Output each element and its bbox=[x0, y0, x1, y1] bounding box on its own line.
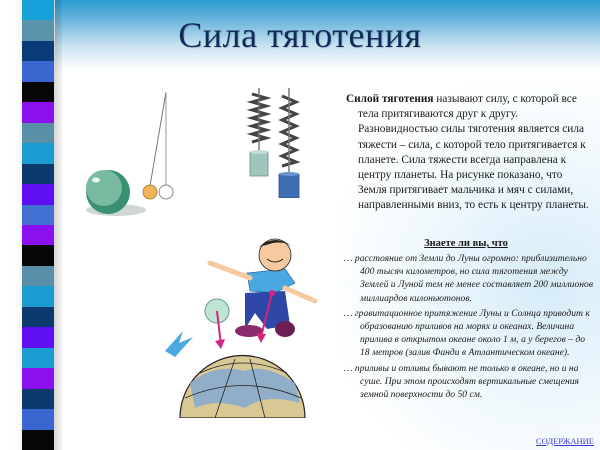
decorative-stripe bbox=[22, 0, 54, 450]
spring-icon bbox=[244, 88, 310, 198]
stripe-band bbox=[22, 286, 54, 306]
stripe-band bbox=[22, 164, 54, 184]
stripe-band bbox=[22, 205, 54, 225]
stripe-band bbox=[22, 123, 54, 143]
stripe-band bbox=[22, 327, 54, 347]
slide-title: Сила тяготения bbox=[178, 15, 422, 55]
stripe-band bbox=[22, 82, 54, 102]
stripe-band bbox=[22, 348, 54, 368]
pendulum-icon bbox=[78, 88, 188, 218]
stripe-band bbox=[22, 266, 54, 286]
stripe-band bbox=[22, 307, 54, 327]
stripe-band bbox=[22, 143, 54, 163]
facts-list bbox=[344, 252, 596, 403]
stripe-band bbox=[22, 102, 54, 122]
stripe-band bbox=[22, 61, 54, 81]
stripe-band bbox=[22, 430, 54, 450]
stripe-band bbox=[22, 184, 54, 204]
stripe-band bbox=[22, 245, 54, 265]
definition-term: Силой тяготения bbox=[346, 93, 434, 105]
fact-item: … расстояние от Земли до Луны огромно: приблизительно 400 тысяч километров, но сила тяготения между Землей и Луной тем не менее составляет 200 миллионов миллиардов килоньютонов. bbox=[344, 253, 593, 304]
stripe-band bbox=[22, 0, 54, 20]
stripe-band bbox=[22, 409, 54, 429]
stripe-band bbox=[22, 41, 54, 61]
stripe-band bbox=[22, 389, 54, 409]
fact-item: … приливы и отливы бывают не только в океане, но и на суше. При этом происходят вертикальные смещения земной поверхности до 50 см. bbox=[344, 362, 580, 401]
globe-icon bbox=[155, 233, 330, 418]
table-of-contents-link[interactable]: СОДЕРЖАНИЕ bbox=[535, 436, 594, 446]
definition-block bbox=[346, 92, 592, 214]
fact-item: … гравитационное притяжение Луны и Солнца приводит к образованию приливов на морях и океанах. Величина прилива в открытом океане около 1 м, а у берегов – до 18 метров (залив Фанди в Атлантическом океане). bbox=[344, 307, 590, 359]
stripe-band bbox=[22, 368, 54, 388]
did-you-know-heading: Знаете ли вы, что bbox=[424, 238, 508, 249]
stripe-band bbox=[22, 225, 54, 245]
stripe-band bbox=[22, 20, 54, 40]
definition-text: называют силу, с которой все тела притягиваются друг к другу. Разновидностью силы тяготения является сила тяжести – сила, с которой тело притягивается к планете. Сила тяжести всегда направлена к центру планеты. На рисунке показано, что Земля притягивает мальчика и мяч с силами, направленными вниз, то есть к центру планеты. bbox=[358, 93, 589, 212]
